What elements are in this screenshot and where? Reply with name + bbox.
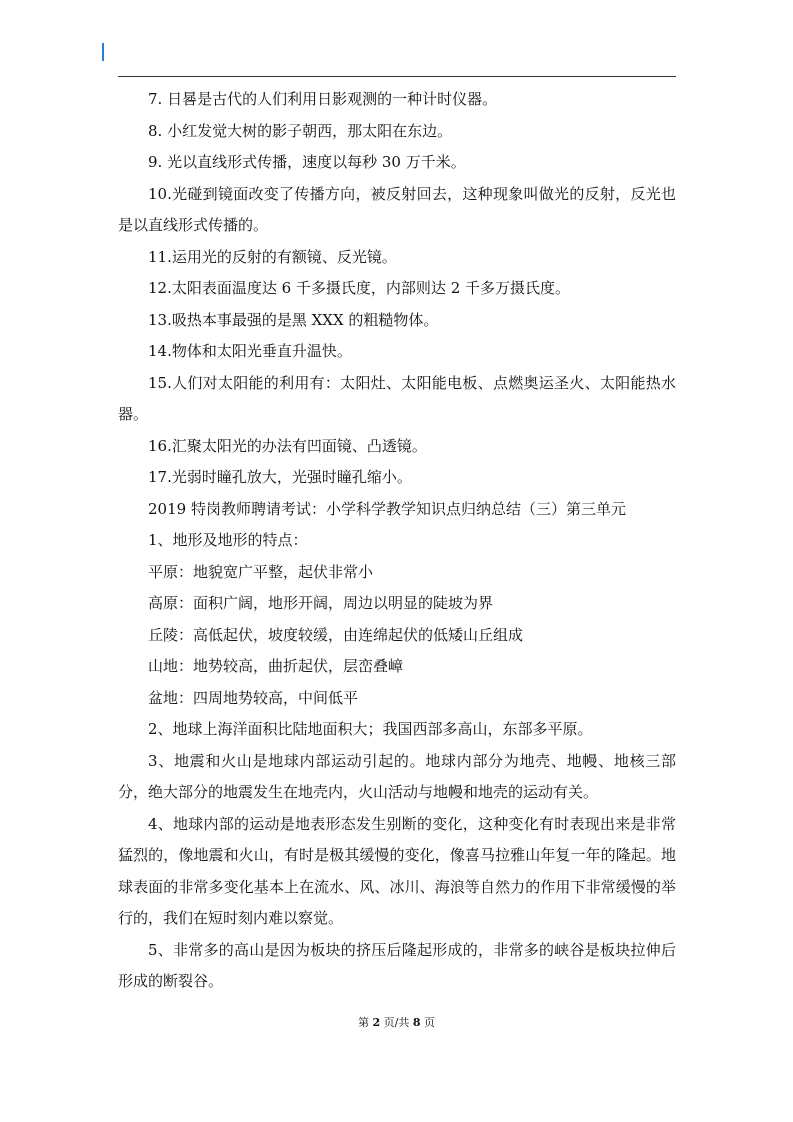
paragraph: 丘陵：高低起伏，坡度较缓，由连绵起伏的低矮山丘组成 [148,625,524,644]
total-pages-number: 8 [412,1016,421,1029]
paragraph: 盆地：四周地势较高，中间低平 [148,688,359,707]
paragraph: 1、地形及地形的特点： [148,531,308,549]
paragraph: 12.太阳表面温度达 6 千多摄氏度，内部则达 2 千多万摄氏度。 [148,279,571,297]
paragraph: 山地：地势较高，曲折起伏，层峦叠嶂 [148,657,404,675]
paragraph: 9. 光以直线形式传播，速度以每秒 30 万千米。 [148,153,466,171]
paragraph: 平原：地貌宽广平整，起伏非常小 [148,562,374,581]
paragraph: 13.吸热本事最强的是黑 XXX 的粗糙物体。 [148,310,439,329]
paragraph: 15.人们对太阳能的利用有：太阳灶、太阳能电板、点燃奥运圣火、太阳能热水器。 [118,373,676,423]
footer-prefix: 第 [357,1016,369,1029]
paragraph: 2、地球上海洋面积比陆地面积大；我国西部多高山，东部多平原。 [148,720,593,738]
header-rule [118,76,676,77]
page-footer [0,1014,793,1030]
paragraph: 8. 小红发觉大树的影子朝西，那太阳在东边。 [148,121,453,140]
paragraph: 16.汇聚太阳光的办法有凹面镜、凸透镜。 [148,436,427,455]
paragraph: 14.物体和太阳光垂直升温快。 [148,342,352,360]
paragraph: 7. 日晷是古代的人们利用日影观测的一种计时仪器。 [148,90,498,108]
footer-middle: 页/共 [383,1016,410,1029]
paragraph: 3、地震和火山是地球内部运动引起的。地球内部分为地壳、地幔、地核三部分，绝大部分的地震发生在地壳内，火山活动与地幔和地壳的运动有关。 [118,751,676,801]
current-page-number: 2 [372,1016,381,1029]
document-body [118,84,676,998]
paragraph: 5、非常多的高山是因为板块的挤压后隆起形成的，非常多的峡谷是板块拉伸后形成的断裂谷。 [118,940,676,990]
footer-suffix: 页 [424,1016,436,1029]
paragraph: 4、地球内部的运动是地表形态发生别断的变化，这种变化有时表现出来是非常猛烈的，像地震和火山，有时是极其缓慢的变化，像喜马拉雅山年复一年的隆起。地球表面的非常多变化基本上在流水、风、冰川、海浪等自然力的作用下非常缓慢的举行的，我们在短时刻内难以察觉。 [118,814,676,927]
section-heading: 2019 特岗教师聘请考试：小学科学教学知识点归纳总结（三）第三单元 [148,499,626,518]
paragraph: 11.运用光的反射的有额镜、反光镜。 [148,247,397,266]
paragraph: 10.光碰到镜面改变了传播方向，被反射回去，这种现象叫做光的反射，反光也是以直线形式传播的。 [118,184,676,234]
paragraph: 17.光弱时瞳孔放大，光强时瞳孔缩小。 [148,468,412,486]
paragraph: 高原：面积广阔，地形开阔，周边以明显的陡坡为界 [148,594,494,612]
text-cursor-marker [102,43,104,61]
